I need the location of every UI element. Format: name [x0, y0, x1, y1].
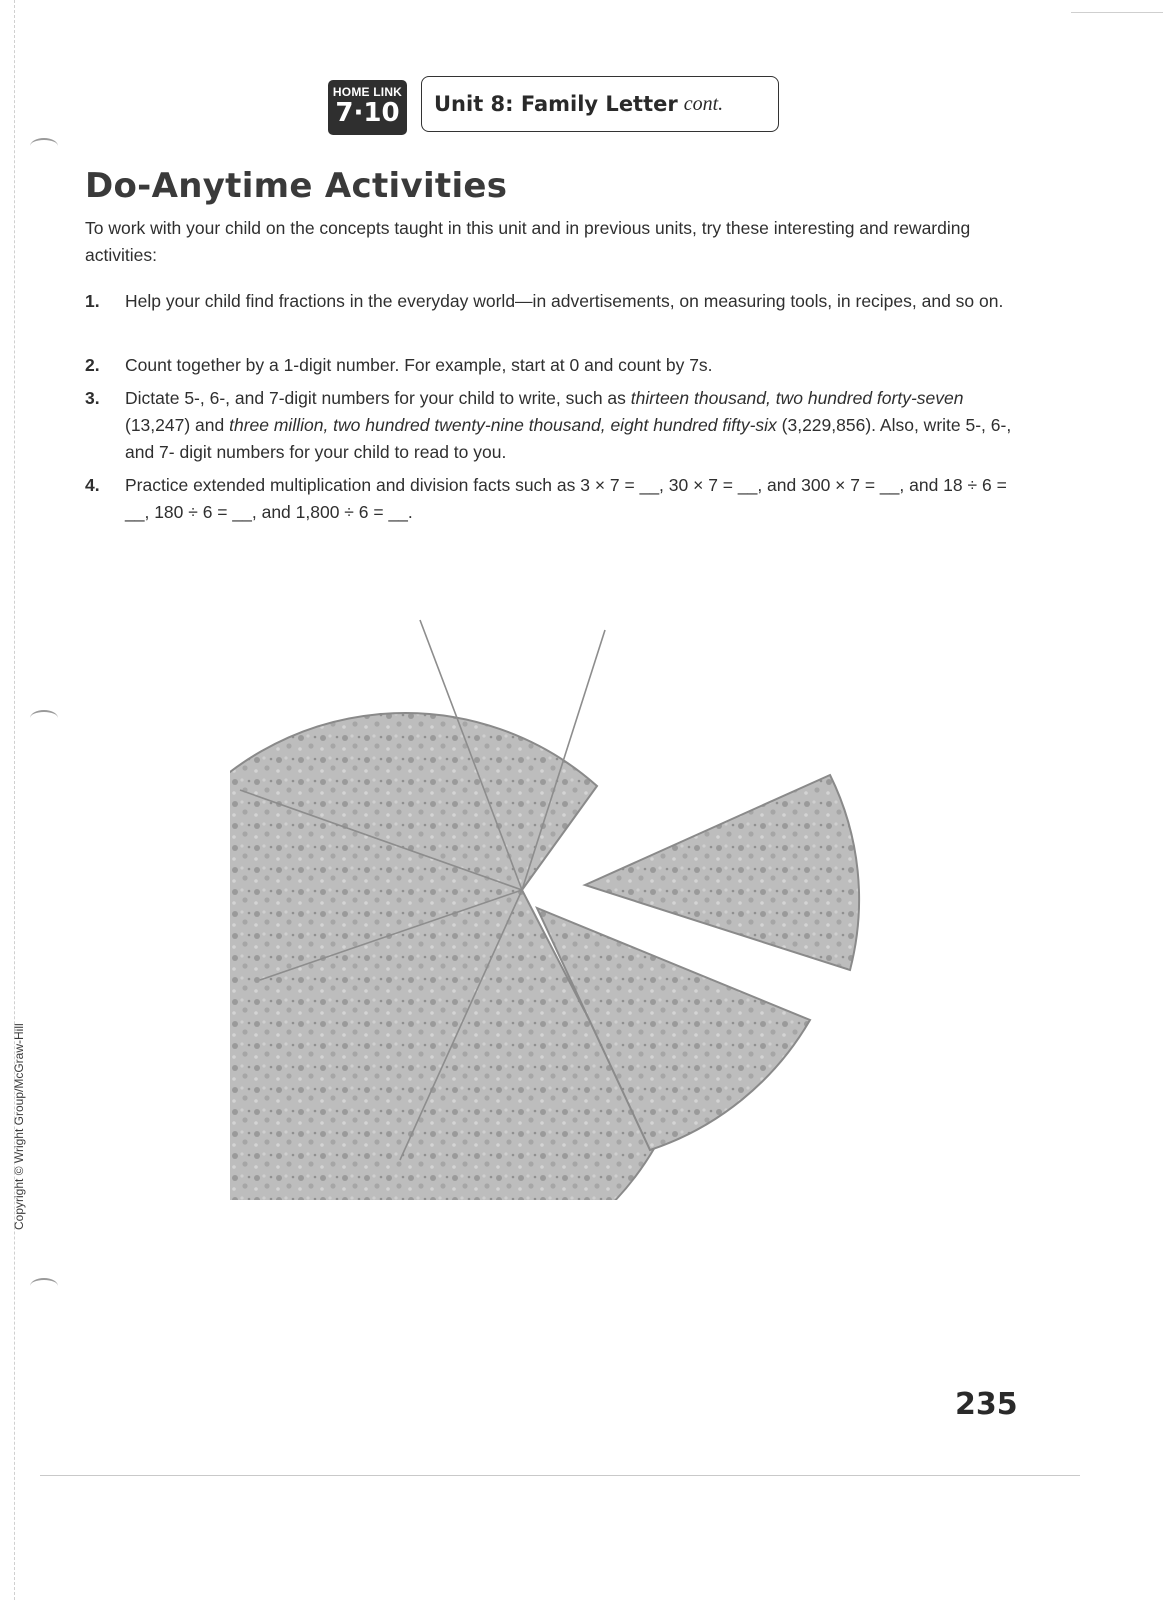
activity-number: 3.	[85, 388, 100, 408]
footer-divider	[40, 1475, 1080, 1476]
activity-text: Help your child find fractions in the everyday world—in advertisements, on measuring tools, in recipes, and so on.	[125, 291, 1004, 311]
activity-text	[125, 385, 1015, 466]
activity-text-part: Dictate 5-, 6-, and 7-digit numbers for your child to write, such as	[125, 388, 631, 408]
activity-item-2	[85, 352, 1015, 379]
intro-paragraph: To work with your child on the concepts taught in this unit and in previous units, try these interesting and rewarding activities:	[85, 218, 971, 265]
activity-number: 1.	[85, 291, 100, 311]
hole-mark-middle	[30, 710, 58, 726]
activity-item-3	[85, 385, 1015, 466]
home-link-badge	[328, 80, 407, 135]
hole-mark-top	[30, 138, 58, 154]
home-link-number: 7·10	[335, 98, 400, 128]
activity-text-part: (13,247) and	[125, 415, 230, 435]
unit-title-box	[421, 76, 779, 132]
activity-number: 4.	[85, 475, 100, 495]
copyright-notice: Copyright © Wright Group/McGraw-Hill	[12, 1023, 26, 1230]
activity-number: 2.	[85, 355, 100, 375]
activity-item-4	[85, 472, 1015, 526]
pizza-slice-upper	[585, 775, 859, 970]
page-title: Do-Anytime Activities	[85, 166, 508, 206]
hole-mark-bottom	[30, 1278, 58, 1294]
activity-example-words: thirteen thousand, two hundred forty-seven	[630, 388, 964, 408]
scan-edge-line	[1071, 12, 1163, 13]
activity-example-words: three million, two hundred twenty-nine thousand, eight hundred fifty-six	[229, 415, 777, 435]
pizza-icon	[230, 600, 890, 1200]
unit-title-suffix: cont.	[683, 92, 724, 115]
activity-text-part: (3,229,856). Also, write 5-, 6-, and 7- digit numbers for your child to read to you.	[125, 415, 1012, 462]
page-number: 235	[955, 1387, 1018, 1422]
unit-title: Unit 8: Family Letter	[434, 92, 678, 116]
activity-item-1	[85, 288, 1015, 315]
home-link-label: HOME LINK	[332, 85, 403, 99]
activity-text: Practice extended multiplication and division facts such as 3 × 7 = __, 30 × 7 = __, and 300 × 7 = __, and 18 ÷ 6 = __, 180 ÷ 6 = __, and 1,800 ÷ 6 = __.	[125, 475, 1007, 522]
activity-text: Count together by a 1-digit number. For example, start at 0 and count by 7s.	[125, 355, 713, 375]
binding-edge	[0, 0, 15, 1600]
